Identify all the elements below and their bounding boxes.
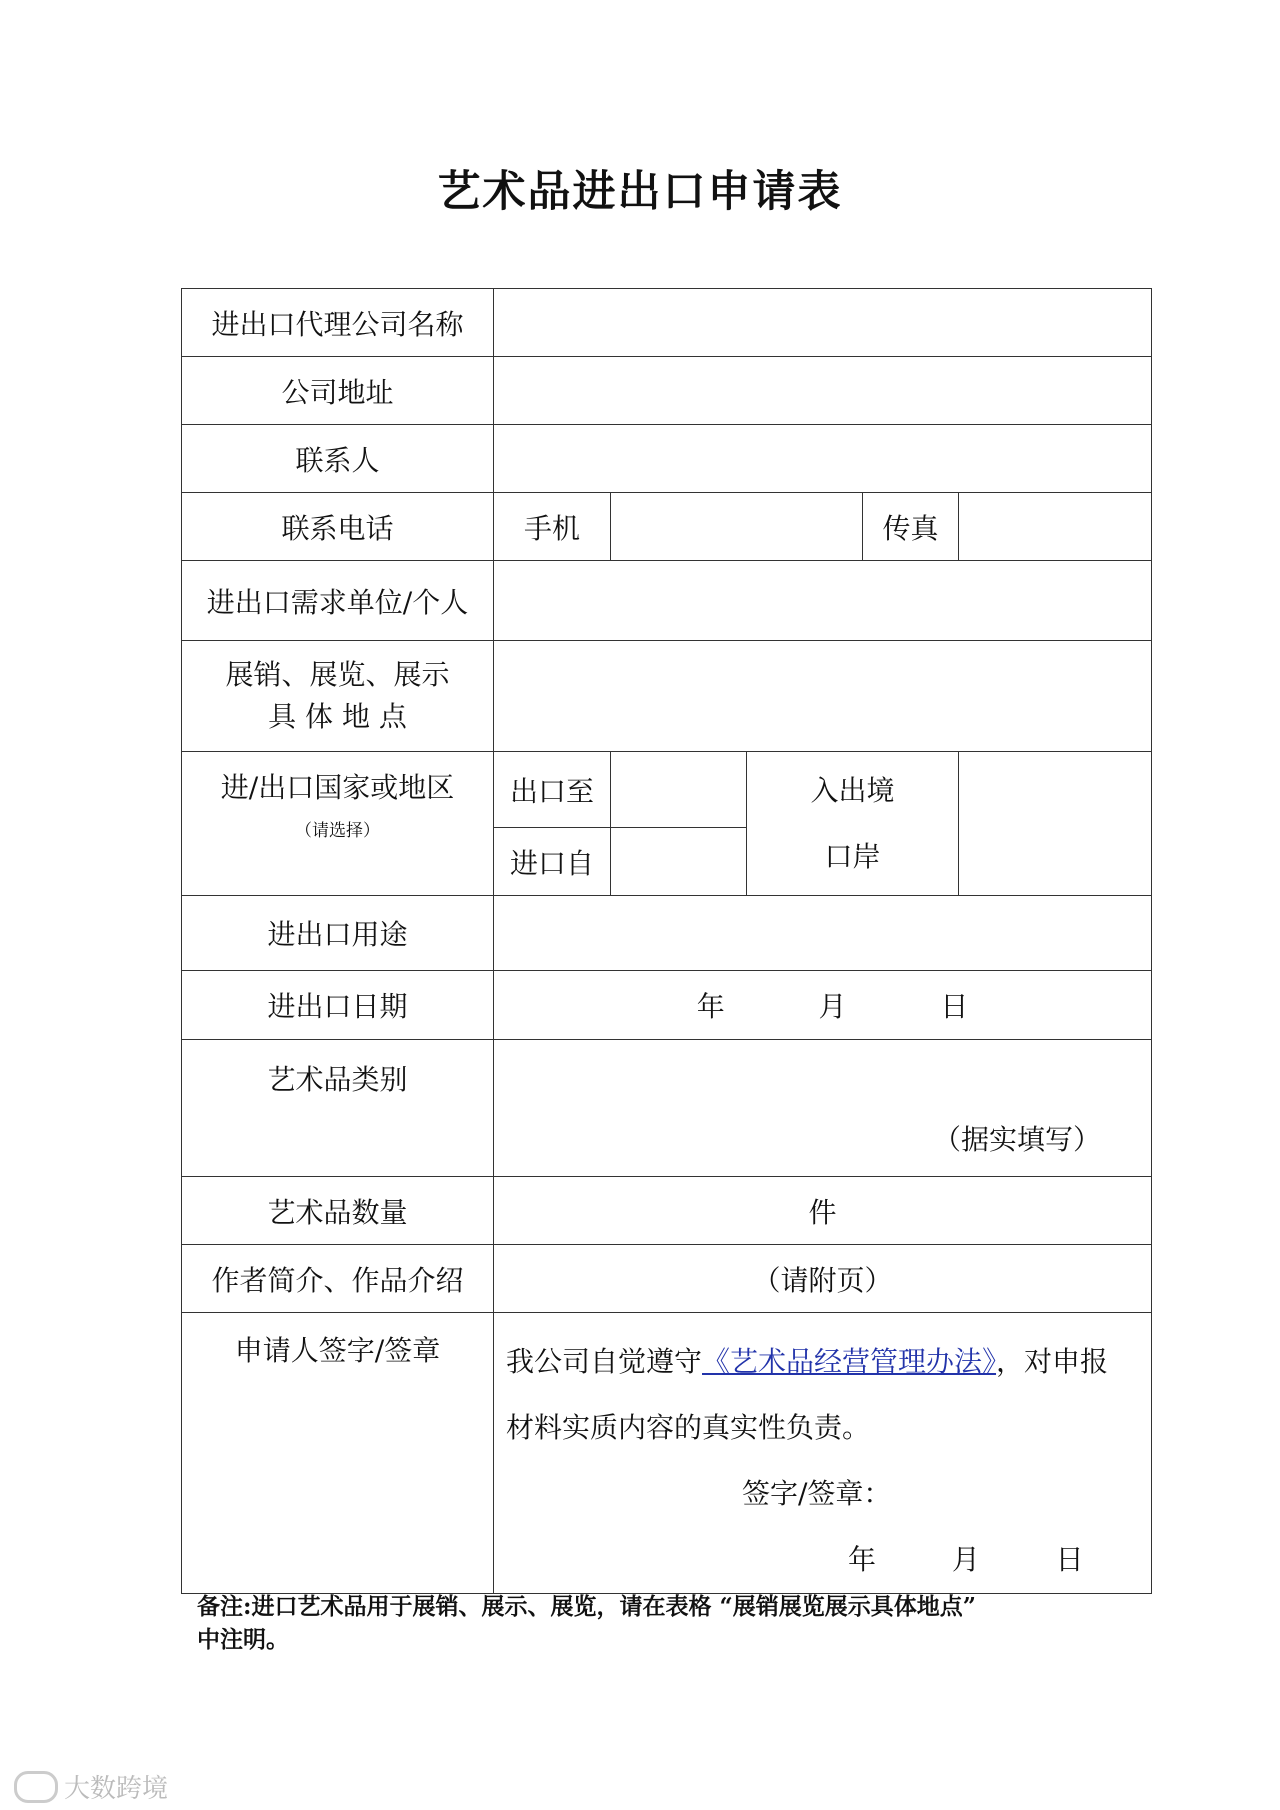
date-month: 月 (818, 990, 847, 1023)
date-field[interactable] (494, 971, 1152, 1040)
port-field[interactable] (959, 752, 1152, 896)
country-label-text: 进/出口国家或地区 (220, 771, 455, 804)
application-form-table (181, 288, 1152, 1594)
company-address-label: 公司地址 (182, 357, 494, 425)
date-year: 年 (696, 990, 725, 1023)
venue-label (182, 641, 494, 752)
category-hint: （据实填写） (933, 1123, 1102, 1156)
sign-month: 月 (951, 1543, 980, 1576)
port-label (747, 752, 959, 896)
agent-company-field[interactable] (494, 289, 1152, 357)
export-to-field[interactable] (611, 752, 747, 828)
agent-company-label: 进出口代理公司名称 (182, 289, 494, 357)
quantity-field[interactable] (494, 1177, 1152, 1245)
venue-label-line2: 具 体 地 点 (268, 700, 407, 733)
footnote-line1: 备注:进口艺术品用于展销、展示、展览，请在表格 “展销展览展示具体地点” (197, 1593, 976, 1620)
intro-label: 作者简介、作品介绍 (182, 1245, 494, 1313)
date-label: 进出口日期 (182, 971, 494, 1040)
demand-unit-field[interactable] (494, 561, 1152, 641)
contact-phone-label: 联系电话 (182, 493, 494, 561)
sign-day: 日 (1055, 1543, 1084, 1576)
footnote (197, 1590, 1137, 1656)
declaration-post: ，对申报 (996, 1345, 1109, 1378)
watermark-logo-icon (14, 1771, 58, 1803)
signature-field[interactable] (494, 1313, 1152, 1594)
contact-person-label: 联系人 (182, 425, 494, 493)
declaration-pre: 我公司自觉遵守 (506, 1345, 703, 1378)
declaration-line2: 材料实质内容的真实性负责。 (506, 1411, 871, 1444)
quantity-label: 艺术品数量 (182, 1177, 494, 1245)
sign-label: 签字/签章： (742, 1477, 892, 1510)
intro-hint: （请附页） (752, 1263, 893, 1297)
regulation-link[interactable]: 《艺术品经营管理办法》 (702, 1345, 997, 1378)
fax-field[interactable] (959, 493, 1152, 561)
port-label-line2: 口岸 (824, 839, 881, 873)
country-label (182, 752, 494, 896)
import-from-field[interactable] (611, 828, 747, 896)
demand-unit-label: 进出口需求单位/个人 (182, 561, 494, 641)
category-field[interactable] (494, 1040, 1152, 1177)
import-from-label: 进口自 (494, 828, 611, 896)
venue-field[interactable] (494, 641, 1152, 752)
company-address-field[interactable] (494, 357, 1152, 425)
country-hint: （请选择） (295, 821, 380, 841)
venue-label-line1: 展销、展览、展示 (225, 658, 450, 691)
quantity-unit: 件 (808, 1195, 837, 1229)
port-label-line1: 入出境 (810, 773, 895, 807)
category-label: 艺术品类别 (182, 1040, 494, 1177)
mobile-field[interactable] (611, 493, 863, 561)
signature-label: 申请人签字/签章 (182, 1313, 494, 1594)
fax-label: 传真 (863, 493, 959, 561)
contact-person-field[interactable] (494, 425, 1152, 493)
intro-field[interactable] (494, 1245, 1152, 1313)
footnote-line2: 中注明。 (197, 1626, 289, 1653)
sign-date (506, 1527, 1151, 1593)
purpose-field[interactable] (494, 896, 1152, 971)
watermark-text: 大数跨境 (64, 1774, 169, 1804)
declaration-line1 (506, 1329, 1151, 1395)
export-to-label: 出口至 (494, 752, 611, 828)
sign-year: 年 (848, 1543, 877, 1576)
purpose-label: 进出口用途 (182, 896, 494, 971)
mobile-label: 手机 (494, 493, 611, 561)
form-title: 艺术品进出口申请表 (437, 167, 843, 217)
watermark (14, 1768, 168, 1805)
date-day: 日 (940, 990, 969, 1023)
